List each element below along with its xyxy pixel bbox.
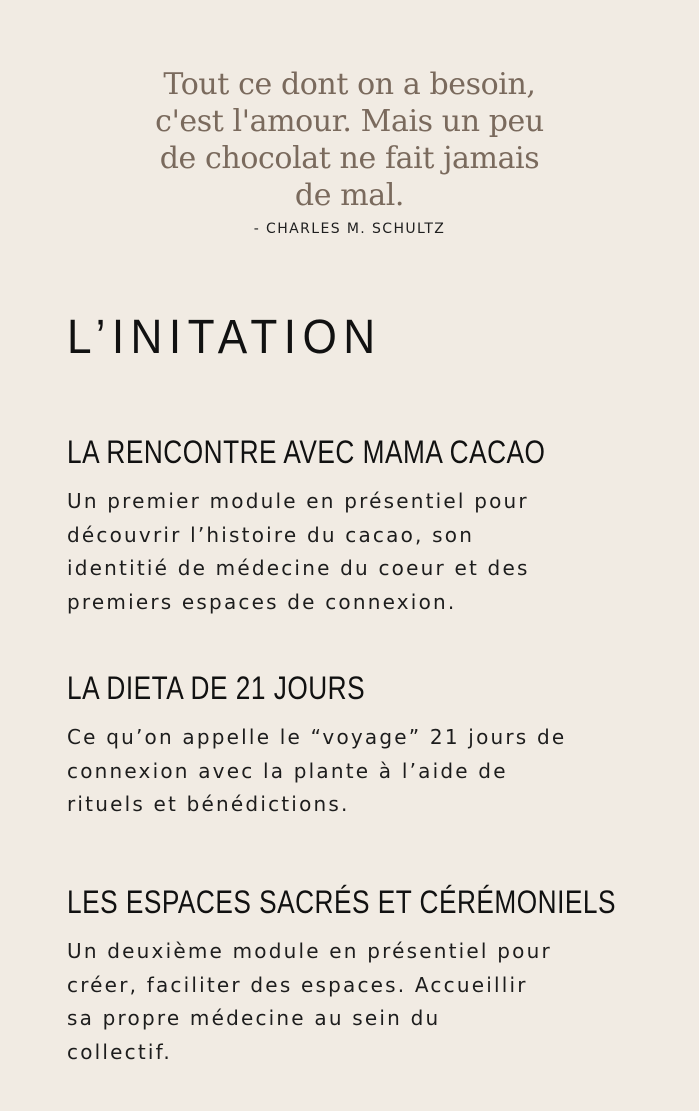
section-text: Un deuxième module en présentiel pour créer, faciliter des espaces. Accueillir sa propre médecine au sein du collectif. (67, 939, 552, 1064)
section-title: LES ESPACES SACRÉS ET CÉRÉMONIELS (67, 884, 616, 920)
section-title: LA DIETA DE 21 JOURS (67, 670, 366, 706)
section-text: Un premier module en présentiel pour découvrir l’histoire du cacao, son identitié de médecine du coeur et des premiers espaces de connexion. (67, 489, 530, 614)
section-text: Ce qu’on appelle le “voyage” 21 jours de connexion avec la plante à l’aide de rituels et bénédictions. (67, 725, 567, 816)
section-rencontre-mama-cacao (67, 433, 587, 619)
section-title: LA RENCONTRE AVEC MAMA CACAO (67, 434, 546, 470)
quote-block (150, 66, 549, 237)
section-dieta-21-jours (67, 669, 587, 822)
section-espaces-sacres (67, 883, 616, 1069)
quote-text: Tout ce dont on a besoin, c'est l'amour. Mais un peu de chocolat ne fait jamais de mal. (155, 67, 544, 213)
main-title: L’INITATION (67, 311, 382, 364)
quote-author: - CHARLES M. SCHULTZ (253, 221, 446, 237)
